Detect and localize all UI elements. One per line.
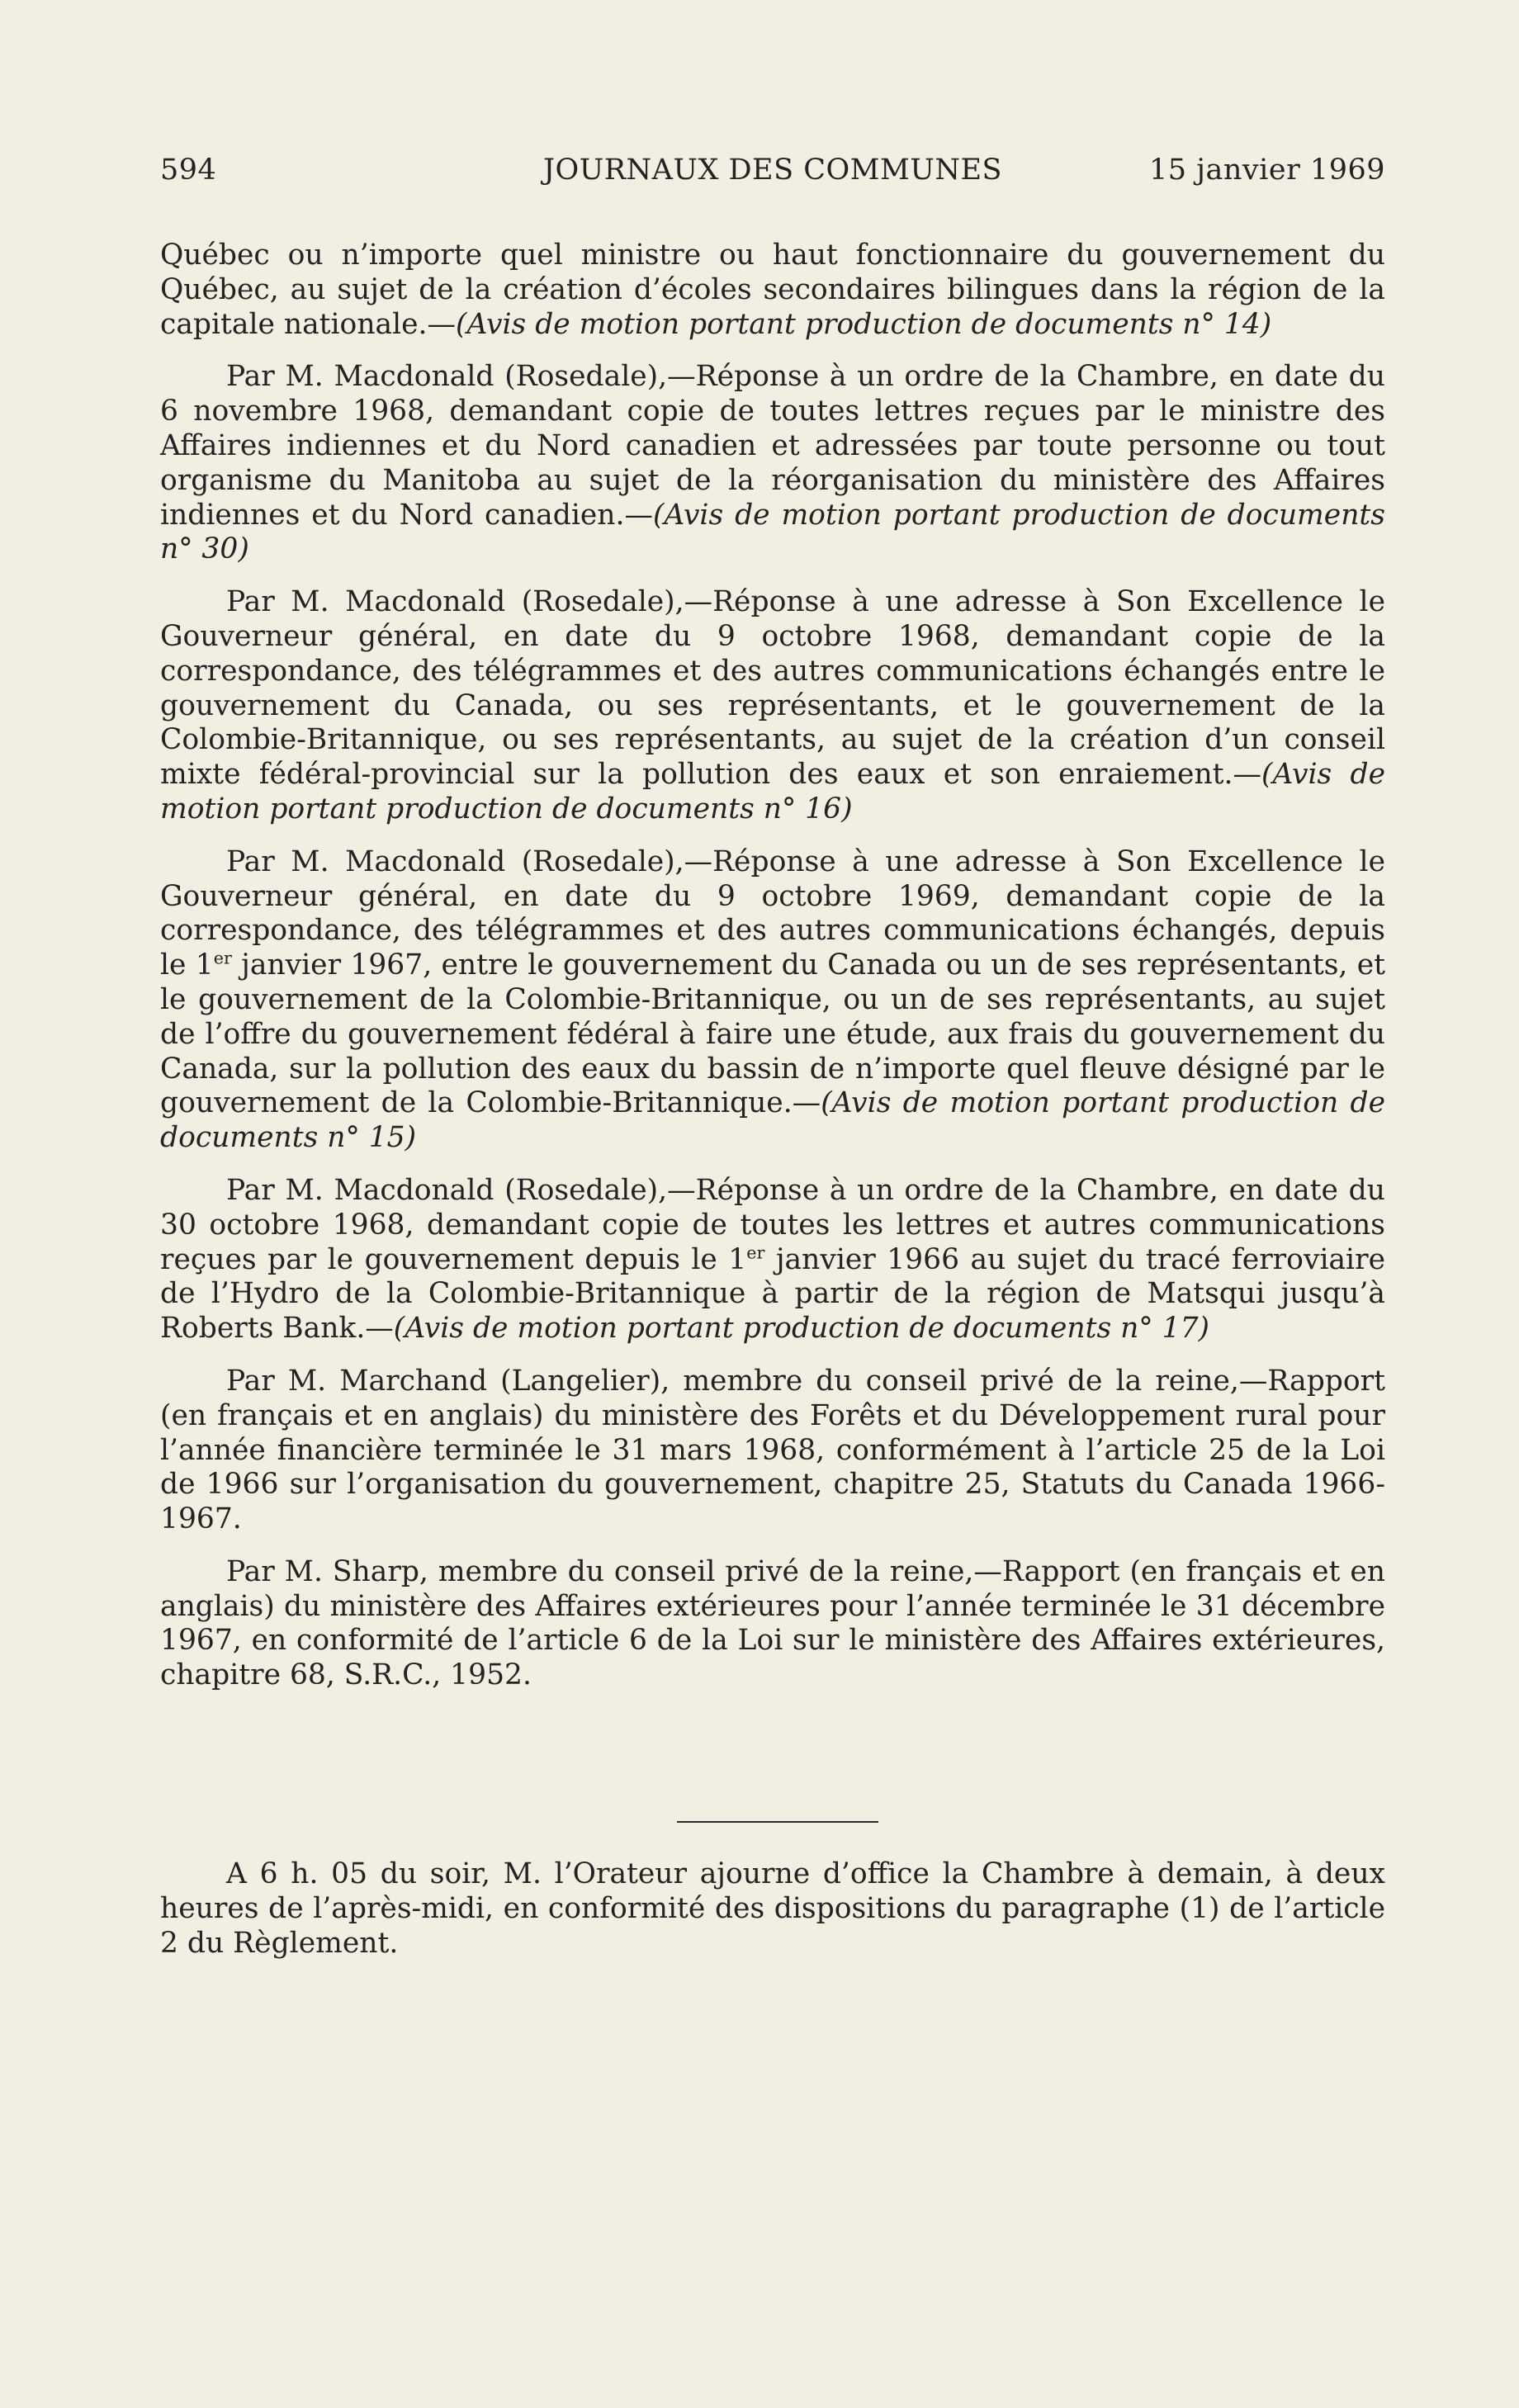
paragraph-text-cont: janvier 1967, entre le gouvernement du Canada ou un de ses représentants, et le gouvernement de la Colombie-Britannique, ou un de ses représentants, au sujet de l’offre du gouvernement fédéral à faire une étude, aux frais du gouvernement du Canada, sur la pollution des eaux du bassin de n’importe quel fleuve désigné par le gouvernement de la Colombie-Britannique.— <box>160 949 1385 1120</box>
body-text <box>160 239 1385 1693</box>
ordinal-suffix: er <box>213 948 232 968</box>
running-header <box>160 150 1385 190</box>
paragraph-2 <box>160 360 1385 567</box>
paragraph-6 <box>160 1365 1385 1537</box>
paragraph-text: Par M. Sharp, membre du conseil privé de la reine,—Rapport (en français et en anglais) du ministère des Affaires extérieures pour l’année terminée le 31 décembre 1967, en conformité de l’article 6 de la Loi sur le ministère des Affaires extérieures, chapitre 68, S.R.C., 1952. <box>160 1554 1385 1692</box>
paragraph-text: Par M. Macdonald (Rosedale),—Réponse à une adresse à Son Excellence le Gouverneur général, en date du 9 octobre 1968, demandant copie de la correspondance, des télégrammes et des autres communications échangés entre le gouvernement du Canada, ou ses représentants, et le gouvernement de la Colombie-Britannique, ou ses représentants, au sujet de la création d’un conseil mixte fédéral-provincial sur la pollution des eaux et son enraiement.— <box>160 585 1385 792</box>
ordinal-suffix: er <box>746 1242 765 1263</box>
paragraph-citation: (Avis de motion portant production de documents n° 16) <box>160 758 1385 826</box>
paragraph-text: Québec ou n’importe quel ministre ou haut fonctionnaire du gouvernement du Québec, au sujet de la création d’écoles secondaires bilingues dans la région de la capitale nationale.— <box>160 239 1385 341</box>
page-number: 594 <box>160 154 217 187</box>
paragraph-4 <box>160 845 1385 1156</box>
header-date: 15 janvier 1969 <box>1148 154 1385 187</box>
journal-title: JOURNAUX DES COMMUNES <box>542 154 1003 187</box>
paragraph-text: Par M. Macdonald (Rosedale),—Réponse à un ordre de la Chambre, en date du 6 novembre 1968, demandant copie de toutes lettres reçues par le ministre des Affaires indiennes et du Nord canadien et adressées par toute personne ou tout organisme du Manitoba au sujet de la réorganisation du ministère des Affaires indiennes et du Nord canadien.— <box>160 360 1385 532</box>
paragraph-text: Par M. Macdonald (Rosedale),—Réponse à une adresse à Son Excellence le Gouverneur général, en date du 9 octobre 1969, demandant copie de la correspondance, des télégrammes et des autres communications échangés, depuis le 1 <box>160 844 1385 982</box>
paragraph-text: Par M. Marchand (Langelier), membre du conseil privé de la reine,—Rapport (en français et en anglais) du ministère des Forêts et du Développement rural pour l’année financière terminée le 31 mars 1968, conformément à l’article 25 de la Loi de 1966 sur l’organisation du gouvernement, chapitre 25, Statuts du Canada 1966-1967. <box>160 1364 1385 1536</box>
paragraph-7 <box>160 1555 1385 1693</box>
closing-paragraph <box>160 1857 1385 1961</box>
paragraph-citation: (Avis de motion portant production de documents n° 15) <box>160 1086 1385 1155</box>
paragraph-3 <box>160 585 1385 827</box>
paragraph-1 <box>160 239 1385 342</box>
section-divider <box>677 1821 878 1823</box>
paragraph-5 <box>160 1174 1385 1346</box>
paragraph-citation: (Avis de motion portant production de documents n° 17) <box>393 1312 1209 1346</box>
closing-text: A 6 h. 05 du soir, M. l’Orateur ajourne d’office la Chambre à demain, à deux heures de l’après-midi, en conformité des dispositions du paragraphe (1) de l’article 2 du Règlement. <box>160 1857 1385 1960</box>
paragraph-citation: (Avis de motion portant production de documents n° 14) <box>456 307 1272 341</box>
paragraph-citation: (Avis de motion portant production de documents n° 30) <box>160 498 1385 566</box>
paragraph-text-cont: janvier 1966 au sujet du tracé ferroviaire de l’Hydro de la Colombie-Britannique à partir de la région de Matsqui jusqu’à Roberts Bank.— <box>160 1242 1385 1346</box>
paragraph-text: Par M. Macdonald (Rosedale),—Réponse à un ordre de la Chambre, en date du 30 octobre 1968, demandant copie de toutes les lettres et autres communications reçues par le gouvernement depuis le 1 <box>160 1173 1385 1276</box>
